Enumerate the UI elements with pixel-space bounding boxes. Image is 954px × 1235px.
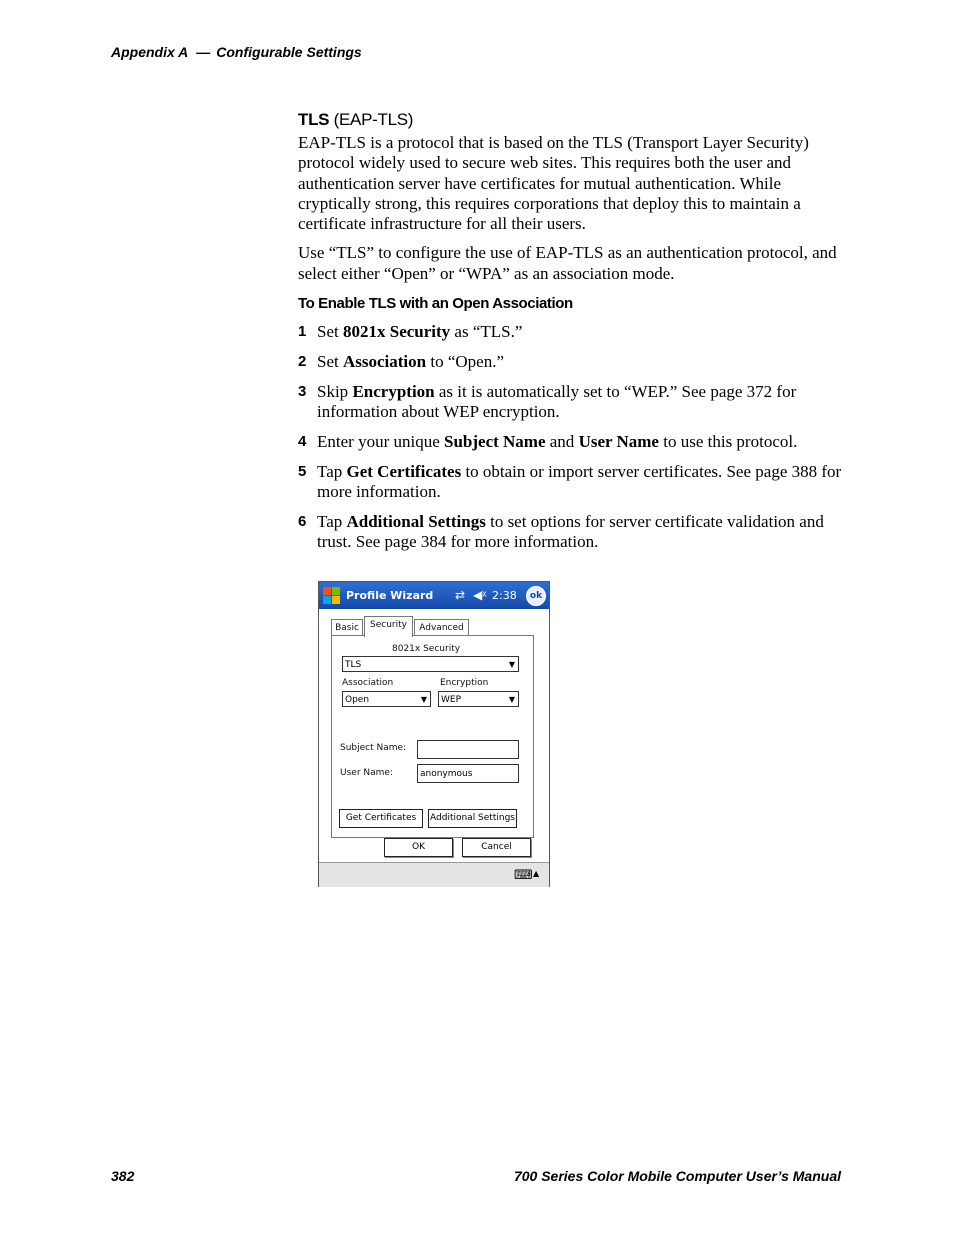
step-text: as “TLS.”	[450, 322, 523, 342]
subject-name-field[interactable]	[417, 740, 519, 759]
window-title: Profile Wizard	[346, 589, 434, 602]
step-2	[298, 352, 846, 372]
step-term: Association	[342, 351, 427, 371]
step-text: to “Open.”	[426, 351, 504, 371]
step-number: 5	[298, 462, 307, 480]
step-term: Encryption	[352, 381, 435, 401]
tab-advanced[interactable]: Advanced	[414, 619, 469, 636]
speaker-icon[interactable]: ◀ᵡ	[473, 588, 487, 602]
step-1	[298, 322, 846, 342]
user-name-field[interactable]: anonymous	[417, 764, 519, 783]
step-number: 3	[298, 382, 307, 400]
intro-paragraph: EAP-TLS is a protocol that is based on the TLS (Transport Layer Security) protocol widely used to secure web sites. This requires both the user and authentication server have certificates for mutual authentication. While cryptically strong, this requires corporations that deploy this to maintain a certificate infrastructure for all their users.	[298, 133, 809, 234]
step-term: Subject Name	[444, 431, 546, 451]
security-label: 8021x Security	[392, 644, 461, 654]
step-4	[298, 432, 846, 452]
step-6	[298, 512, 846, 553]
step-text: Set	[317, 351, 343, 371]
page-number: 382	[111, 1168, 135, 1184]
subject-name-label: Subject Name:	[340, 743, 407, 753]
security-panel	[331, 635, 534, 838]
security-dropdown[interactable]	[342, 656, 519, 672]
step-3	[298, 382, 846, 423]
get-certificates-button[interactable]: Get Certificates	[339, 809, 423, 828]
dropdown-arrow-icon: ▼	[420, 695, 427, 704]
menu-bar	[319, 862, 549, 887]
step-text: Tap	[317, 511, 347, 531]
step-number: 1	[298, 323, 307, 341]
step-number: 4	[298, 432, 307, 450]
tab-basic[interactable]: Basic	[331, 619, 363, 636]
section-title-rest: (EAP-TLS)	[333, 110, 414, 129]
step-text: and	[545, 431, 579, 451]
connectivity-icon[interactable]: ⇄	[455, 588, 466, 602]
association-dropdown[interactable]	[342, 691, 431, 707]
ok-button[interactable]: OK	[384, 838, 453, 857]
security-value: TLS	[345, 660, 362, 670]
header-title: Configurable Settings	[216, 44, 362, 60]
procedure-heading: To Enable TLS with an Open Association	[298, 295, 573, 313]
main-content	[298, 110, 846, 562]
input-panel-arrow-icon[interactable]: ▲	[533, 869, 540, 878]
encryption-label: Encryption	[440, 678, 489, 688]
manual-title: 700 Series Color Mobile Computer User’s Manual	[513, 1168, 841, 1184]
step-text: to obtain or import server certificates. See page 388 for more information.	[317, 461, 842, 501]
step-term: Additional Settings	[346, 511, 486, 531]
step-text: as it is automatically set to “WEP.” See page 372 for information about WEP encryption.	[317, 381, 797, 421]
dropdown-arrow-icon: ▼	[508, 695, 515, 704]
running-header	[111, 44, 362, 60]
step-text: Skip	[317, 381, 353, 401]
encryption-value: WEP	[441, 695, 462, 705]
user-name-label: User Name:	[340, 768, 393, 778]
step-text: Enter your unique	[317, 431, 444, 451]
association-label: Association	[342, 678, 394, 688]
step-number: 6	[298, 512, 307, 530]
keyboard-icon[interactable]: ⌨	[514, 868, 533, 883]
header-appendix: Appendix A	[111, 44, 189, 60]
clock[interactable]: 2:38	[492, 589, 517, 602]
step-text: to use this protocol.	[658, 431, 798, 451]
dropdown-arrow-icon: ▼	[508, 660, 515, 669]
section-title	[298, 110, 846, 130]
step-number: 2	[298, 352, 307, 370]
encryption-dropdown[interactable]	[438, 691, 519, 707]
cancel-button[interactable]: Cancel	[462, 838, 531, 857]
title-bar	[319, 582, 549, 609]
ok-title-button[interactable]: ok	[526, 586, 546, 606]
step-term: Get Certificates	[346, 461, 462, 481]
step-5	[298, 462, 846, 503]
section-title-bold: TLS	[298, 110, 330, 129]
step-term: 8021x Security	[342, 322, 451, 342]
tab-security[interactable]: Security	[364, 616, 413, 637]
step-text: Tap	[317, 461, 347, 481]
profile-wizard-screenshot	[318, 581, 550, 887]
step-text: to set options for server certificate validation and trust. See page 384 for more information.	[317, 511, 824, 551]
windows-start-icon[interactable]	[322, 586, 341, 605]
step-text: Set	[317, 322, 343, 342]
usage-paragraph: Use “TLS” to configure the use of EAP-TLS as an authentication protocol, and select either “Open” or “WPA” as an association mode.	[298, 243, 837, 283]
step-term: User Name	[578, 431, 659, 451]
association-value: Open	[345, 695, 370, 705]
additional-settings-button[interactable]: Additional Settings	[428, 809, 517, 828]
header-dash: —	[196, 44, 211, 60]
procedure-steps	[298, 322, 846, 552]
